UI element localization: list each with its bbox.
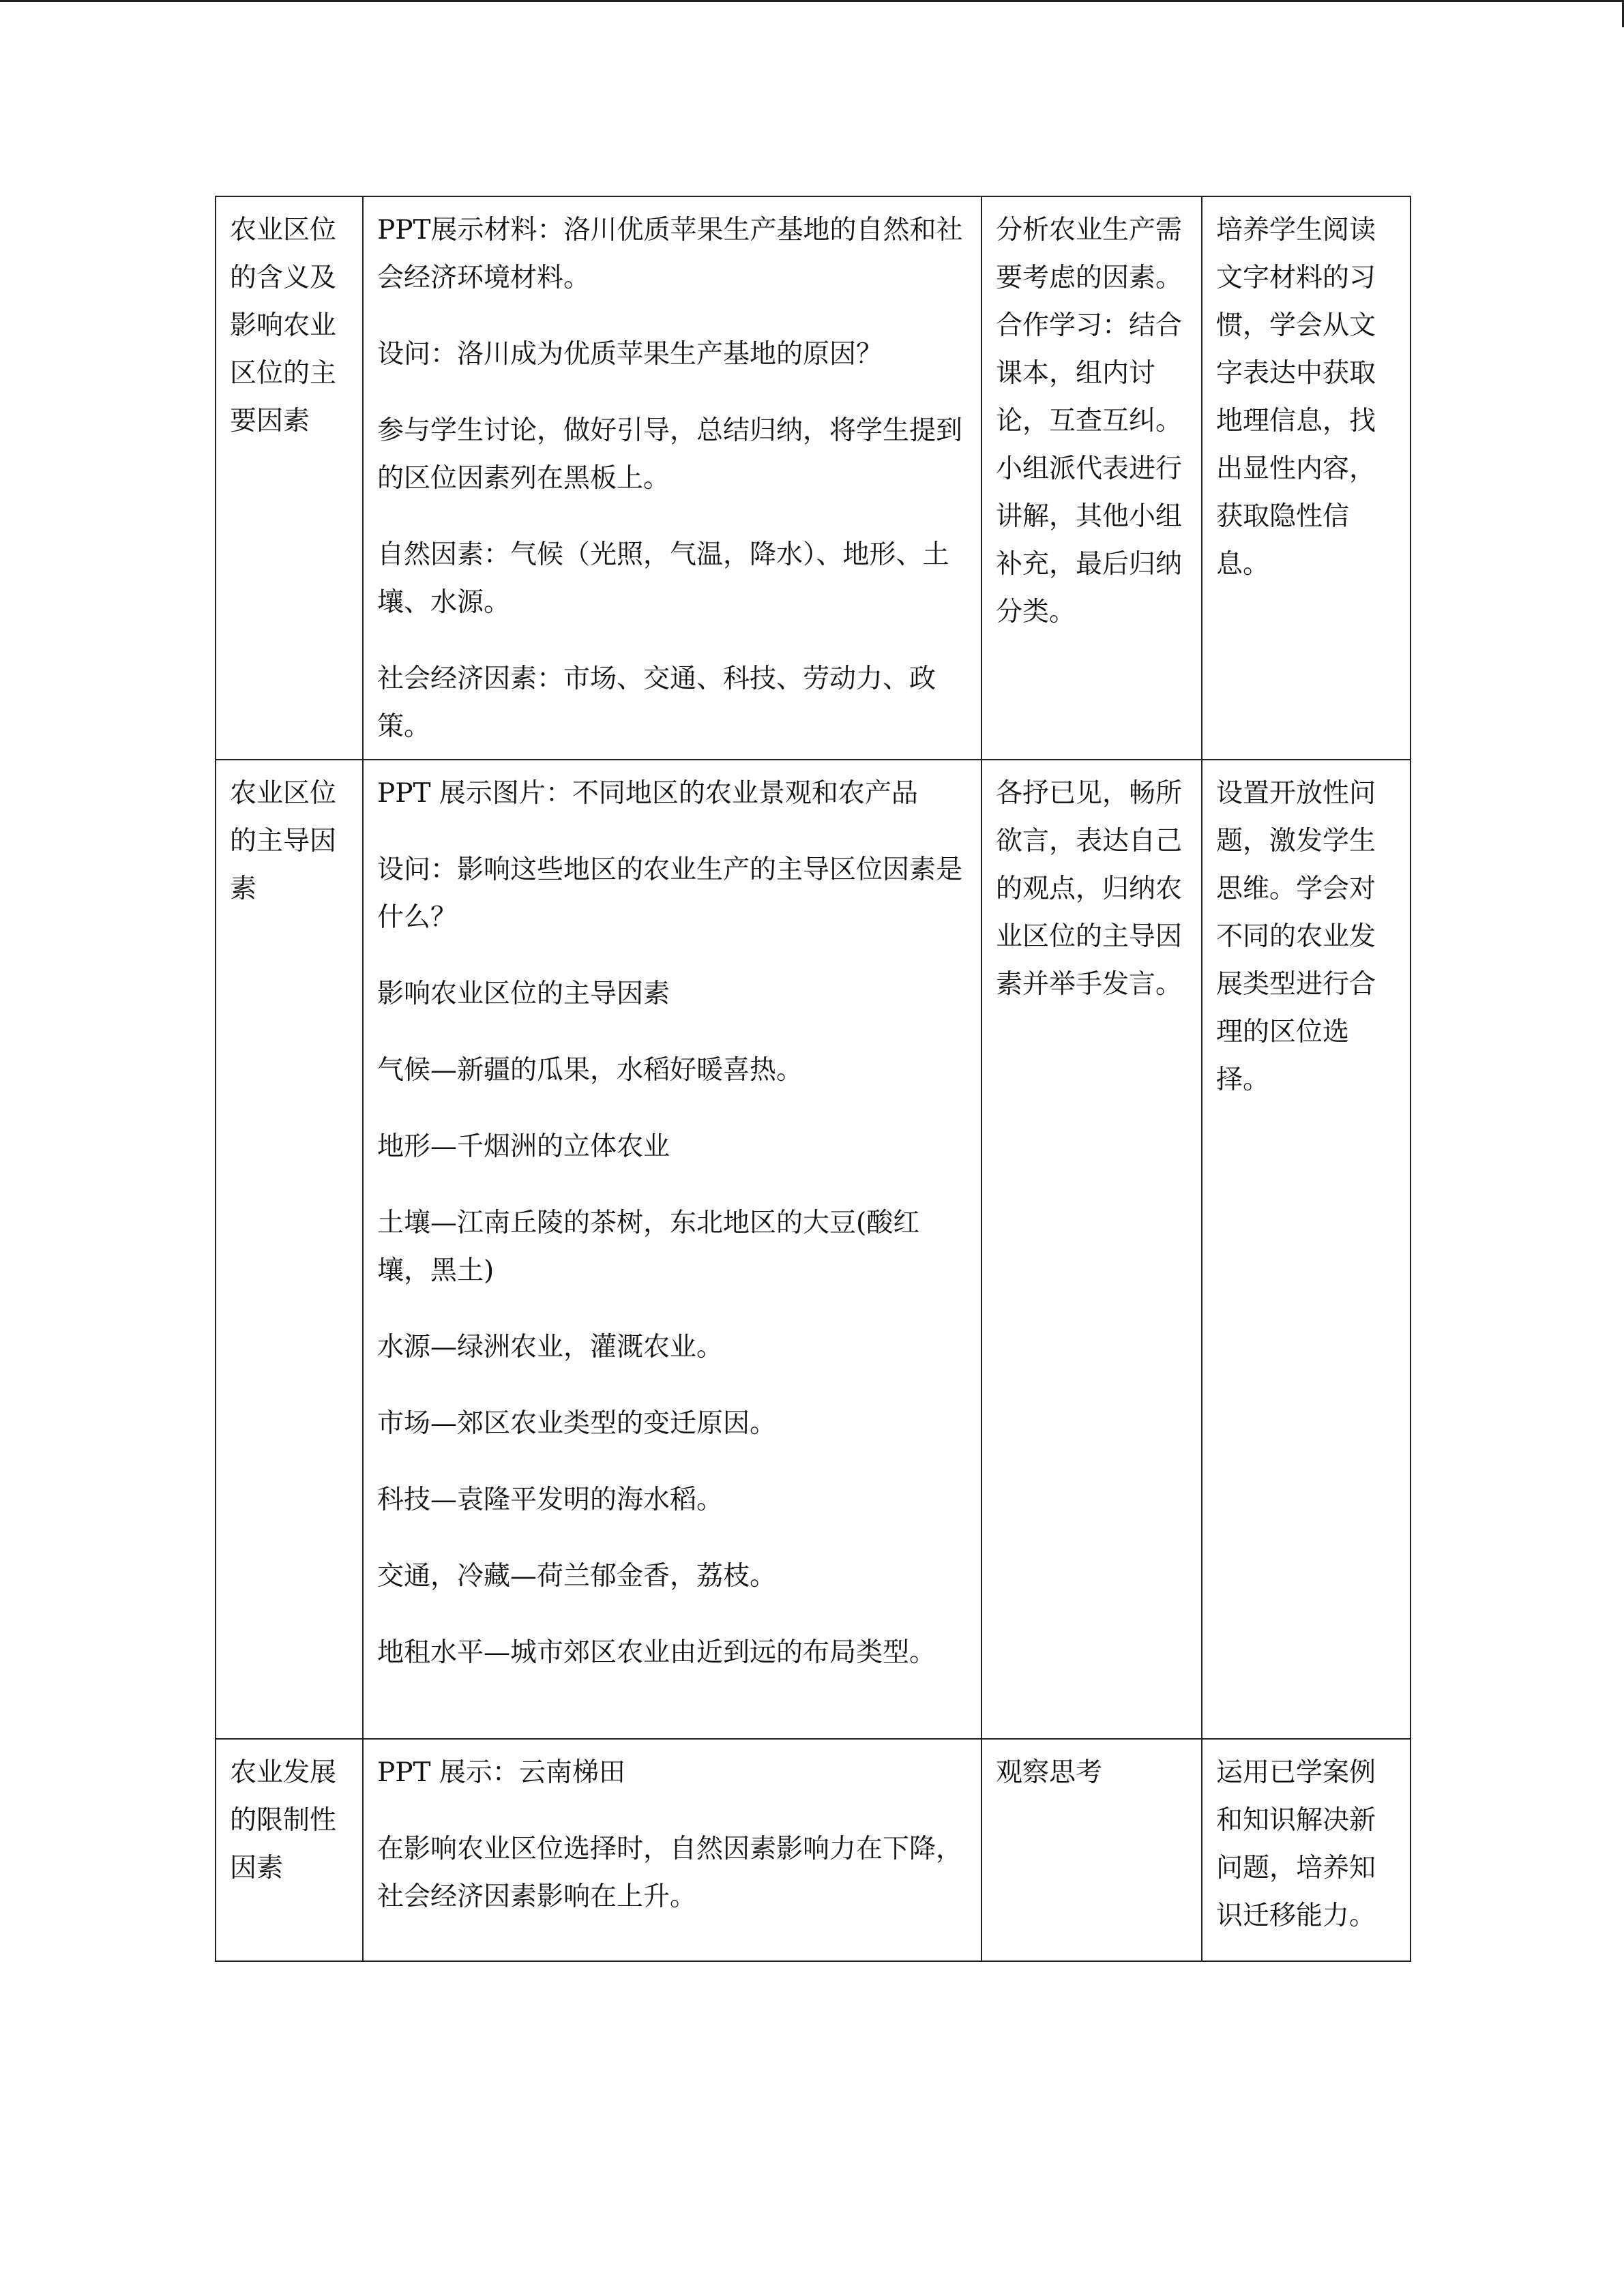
topic-text: 农业区位的主导因素 <box>230 778 337 904</box>
student-activity-cell <box>981 760 1202 1739</box>
content-paragraph: 交通，冷藏—荷兰郁金香，荔枝。 <box>377 1561 777 1592</box>
student-activity-cell <box>981 1739 1202 1961</box>
content-paragraph: 土壤—江南丘陵的茶树，东北地区的大豆(酸红壤，黑土) <box>377 1208 920 1286</box>
table-row <box>216 196 1411 760</box>
content-paragraph: 设问：洛川成为优质苹果生产基地的原因？ <box>377 339 883 370</box>
page-top-border <box>0 0 1624 2</box>
content-paragraph: 科技—袁隆平发明的海水稻。 <box>377 1485 724 1515</box>
content-paragraph: 地形—千烟洲的立体农业 <box>377 1131 670 1162</box>
topic-cell <box>216 1739 363 1961</box>
design-intent-cell <box>1202 760 1411 1739</box>
content-paragraph: PPT 展示图片：不同地区的农业景观和农产品 <box>377 778 918 809</box>
table-row <box>216 1739 1411 1961</box>
table-row <box>216 760 1411 1739</box>
content-paragraph: 市场—郊区农业类型的变迁原因。 <box>377 1408 777 1439</box>
teacher-activity-cell <box>363 760 981 1739</box>
content-paragraph: 社会经济因素：市场、交通、科技、劳动力、政策。 <box>377 664 936 742</box>
content-paragraph: 地租水平—城市郊区农业由近到远的布局类型。 <box>377 1637 936 1668</box>
content-paragraph: 自然因素：气候（光照，气温，降水）、地形、土壤、水源。 <box>377 539 949 618</box>
content-paragraph: 设问：影响这些地区的农业生产的主导区位因素是什么？ <box>377 854 963 933</box>
topic-cell <box>216 196 363 760</box>
content-paragraph: PPT展示材料：洛川优质苹果生产基地的自然和社会经济环境材料。 <box>377 215 963 293</box>
design-intent-text: 设置开放性问题，激发学生思维。学会对不同的农业发展类型进行合理的区位选择。 <box>1216 778 1376 1095</box>
content-paragraph: 水源—绿洲农业，灌溉农业。 <box>377 1332 724 1362</box>
design-intent-text: 运用已学案例和知识解决新问题，培养知识迁移能力。 <box>1216 1757 1376 1931</box>
teacher-activity-cell <box>363 1739 981 1961</box>
student-activity-text: 观察思考 <box>996 1757 1103 1788</box>
content-paragraph: PPT 展示：云南梯田 <box>377 1757 625 1788</box>
content-paragraph: 影响农业区位的主导因素 <box>377 979 670 1009</box>
student-activity-text: 分析农业生产需要考虑的因素。合作学习：结合课本，组内讨论，互查互纠。小组派代表进行讲解，其他小组补充，最后归纳分类。 <box>996 215 1183 627</box>
lesson-plan-table <box>215 196 1411 1962</box>
student-activity-cell <box>981 196 1202 760</box>
topic-text: 农业区位的含义及影响农业区位的主要因素 <box>230 215 337 436</box>
content-paragraph: 在影响农业区位选择时，自然因素影响力在下降，社会经济因素影响在上升。 <box>377 1834 963 1912</box>
content-paragraph: 参与学生讨论，做好引导，总结归纳，将学生提到的区位因素列在黑板上。 <box>377 415 963 494</box>
content-paragraph: 气候—新疆的瓜果，水稻好暖喜热。 <box>377 1055 803 1086</box>
design-intent-cell <box>1202 196 1411 760</box>
design-intent-cell <box>1202 1739 1411 1961</box>
design-intent-text: 培养学生阅读文字材料的习惯，学会从文字表达中获取地理信息，找出显性内容，获取隐性信息。 <box>1216 215 1376 580</box>
student-activity-text: 各抒已见，畅所欲言，表达自己的观点，归纳农业区位的主导因素并举手发言。 <box>996 778 1183 1000</box>
topic-text: 农业发展的限制性因素 <box>230 1757 337 1883</box>
teacher-activity-cell <box>363 196 981 760</box>
topic-cell <box>216 760 363 1739</box>
